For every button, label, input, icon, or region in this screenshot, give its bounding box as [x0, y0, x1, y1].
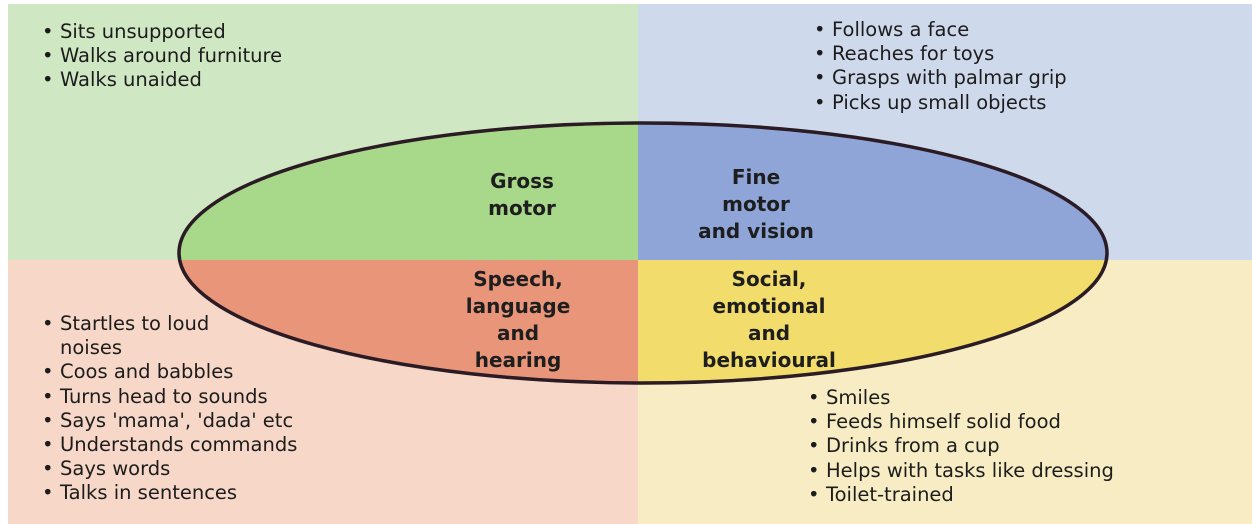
milestone-item: • Coos and babbles	[42, 360, 282, 384]
milestone-item: • Understands commands	[42, 433, 282, 457]
milestone-item: • Walks around furniture	[42, 44, 282, 68]
milestone-item: • Walks unaided	[42, 68, 282, 92]
milestone-item: • Drinks from a cup	[808, 434, 1114, 458]
milestone-item: • Grasps with palmar grip	[814, 66, 1067, 90]
milestone-item: • Talks in sentences	[42, 481, 282, 505]
fine-motor-milestones	[814, 18, 1067, 115]
gross-motor-label: Gross motor	[488, 169, 556, 220]
milestone-item: • Feeds himself solid food	[808, 410, 1114, 434]
milestone-item: • Sits unsupported	[42, 20, 282, 44]
speech-milestones	[42, 312, 298, 506]
gross-motor-milestones	[42, 20, 282, 93]
milestone-item: • Picks up small objects	[814, 91, 1067, 115]
milestone-item: • Startles to loud noises	[42, 312, 230, 360]
fine-motor-label: Fine motor and vision	[698, 165, 814, 243]
milestone-item: • Says words	[42, 457, 282, 481]
milestone-item: • Turns head to sounds	[42, 385, 282, 409]
milestone-item: • Toilet-trained	[808, 483, 1114, 507]
social-milestones	[808, 386, 1114, 507]
milestone-item: • Says 'mama', 'dada' etc	[42, 409, 282, 433]
social-label: Social, emotional and behavioural	[702, 267, 836, 372]
milestone-item: • Smiles	[808, 386, 1114, 410]
milestone-item: • Reaches for toys	[814, 42, 1067, 66]
milestone-item: • Helps with tasks like dressing	[808, 459, 1114, 483]
speech-label: Speech, language and hearing	[465, 267, 571, 372]
milestone-item: • Follows a face	[814, 18, 1067, 42]
